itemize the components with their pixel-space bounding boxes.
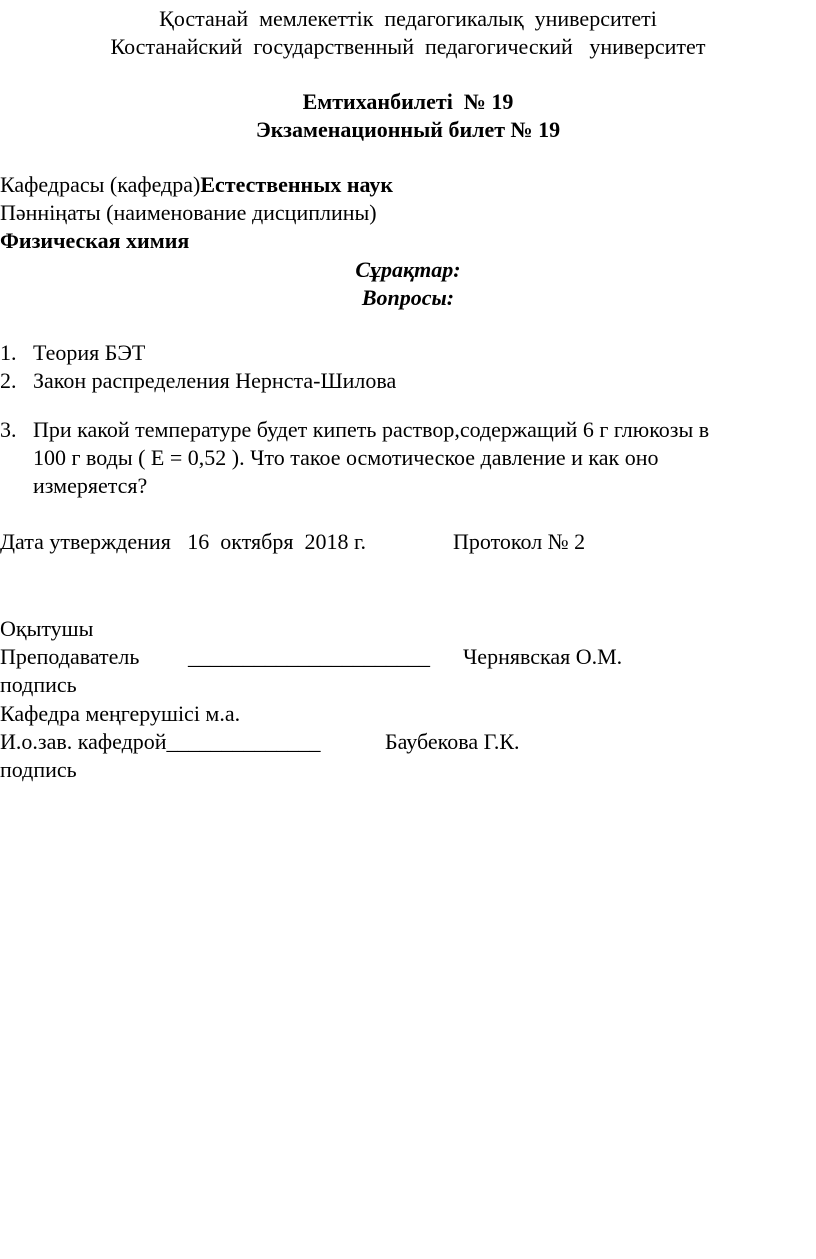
department-line bbox=[0, 171, 393, 199]
question-number: 1. bbox=[0, 340, 17, 365]
university-name-kz: Қостанай мемлекеттік педагогикалық университеті bbox=[159, 6, 657, 31]
department-value: Естественных наук bbox=[200, 172, 394, 197]
head-label-ru-line bbox=[0, 728, 321, 756]
head-label-kz: Кафедра меңгерушісі м.а. bbox=[0, 701, 241, 726]
teacher-signature-line: ______________________ bbox=[188, 644, 430, 669]
teacher-label-ru: Преподаватель bbox=[0, 644, 140, 669]
head-signature-line: ______________ bbox=[166, 729, 321, 754]
question-number: 3. bbox=[0, 417, 17, 442]
question-number: 2. bbox=[0, 368, 17, 393]
head-signature-caption: подпись bbox=[0, 757, 77, 782]
question-item bbox=[0, 367, 816, 395]
department-label: Кафедрасы (кафедра) bbox=[0, 172, 201, 197]
question-text: Закон распределения Нернста-Шилова bbox=[33, 368, 397, 393]
discipline-label: Пәннiңаты (наименование дисциплины) bbox=[0, 200, 377, 225]
head-name: Баубекова Г.К. bbox=[385, 729, 520, 754]
protocol-number: Протокол № 2 bbox=[453, 529, 586, 554]
head-label-ru: И.о.зав. кафедрой bbox=[0, 729, 167, 754]
teacher-label-kz: Оқытушы bbox=[0, 616, 94, 641]
discipline-value: Физическая химия bbox=[0, 228, 190, 253]
ticket-title-ru: Экзаменационный билет № 19 bbox=[255, 117, 561, 142]
question-item bbox=[0, 339, 816, 367]
university-name-ru: Костанайский государственный педагогический университет bbox=[110, 34, 706, 59]
questions-heading-kz: Сұрақтар: bbox=[355, 257, 461, 282]
ticket-title-kz: Емтиханбилеті № 19 bbox=[302, 89, 514, 114]
question-text-line: 100 г воды ( E = 0,52 ). Что такое осмотическое давление и как оно bbox=[33, 445, 659, 470]
teacher-signature-caption: подпись bbox=[0, 672, 77, 697]
question-text-line: измеряется? bbox=[33, 473, 148, 498]
approval-date: Дата утверждения 16 октября 2018 г. bbox=[0, 529, 367, 554]
question-item bbox=[0, 416, 816, 500]
question-text: Теория БЭТ bbox=[33, 340, 146, 365]
question-text-line: При какой температуре будет кипеть раствор,содержащий 6 г глюкозы в bbox=[33, 417, 710, 442]
teacher-name: Чернявская О.М. bbox=[463, 644, 623, 669]
questions-heading-ru: Вопросы: bbox=[361, 285, 455, 310]
